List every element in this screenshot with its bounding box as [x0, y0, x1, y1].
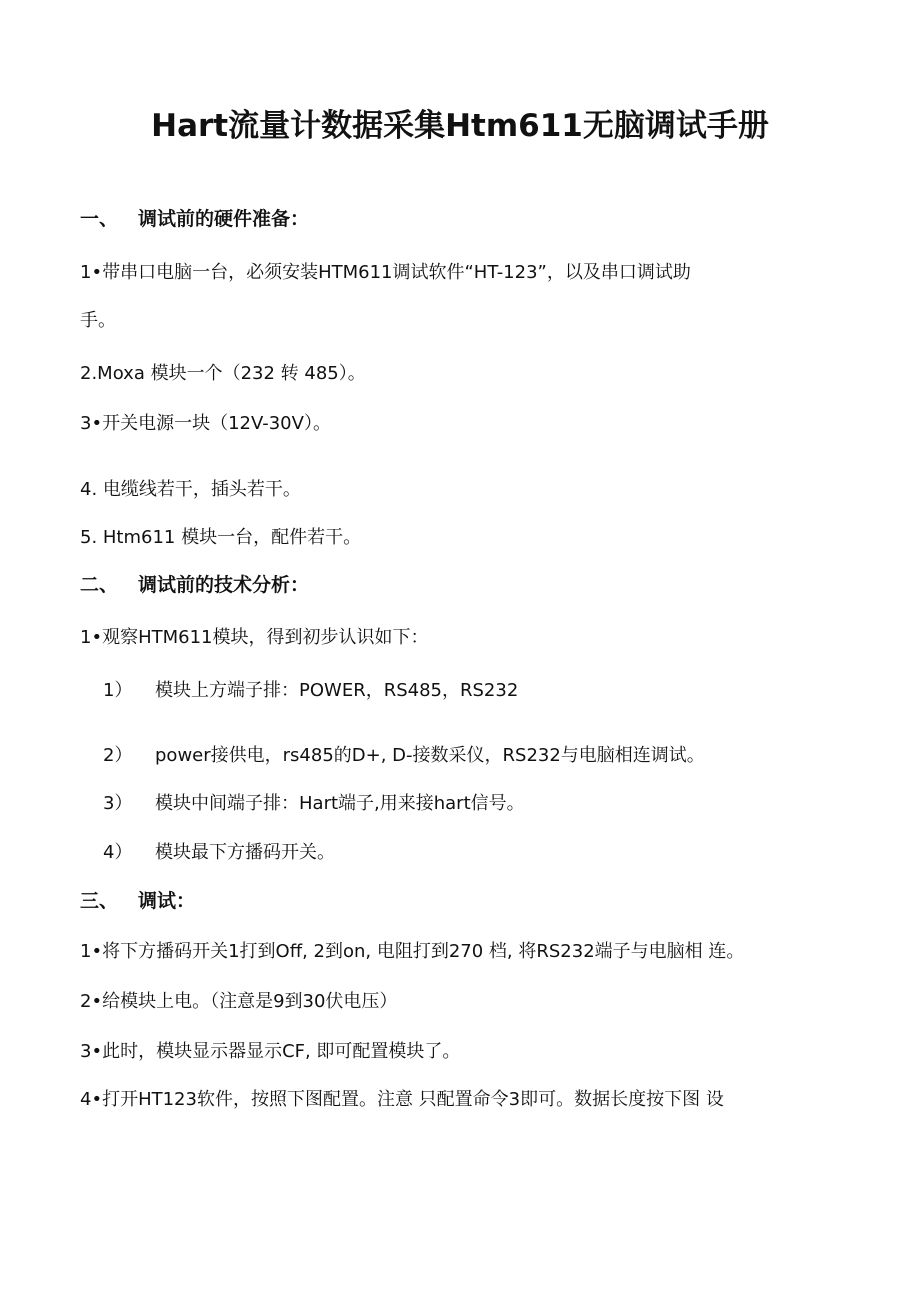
section-title-3: 调试： [138, 890, 196, 912]
list-item-4 [103, 838, 335, 868]
paragraph-1-1-cont: 手。 [80, 310, 116, 331]
list-item-3 [103, 789, 525, 819]
list-item-1 [103, 676, 518, 706]
paragraph-3-3: 3•此时，模块显示器显示CF, 即可配置模块了。 [80, 1041, 461, 1062]
list-item-number: 2） [103, 745, 133, 766]
list-item-text: 模块中间端子排：Hart端子,用来接hart信号。 [155, 793, 525, 814]
list-item-2 [103, 741, 705, 771]
document-title: Hart流量计数据采集Htm611无脑调试手册 [151, 108, 769, 144]
paragraph-1-5: 5. Htm611 模块一台，配件若干。 [80, 527, 362, 548]
paragraph-3-1: 1•将下方播码开关1打到Off, 2到on, 电阻打到270 档, 将RS232端子与电脑相 连。 [80, 941, 745, 962]
paragraph-2-intro: 1•观察HTM611模块，得到初步认识如下： [80, 627, 429, 648]
paragraph-1-3: 3•开关电源一块（12V-30V）。 [80, 413, 331, 434]
paragraph-1-2: 2.Moxa 模块一个（232 转 485）。 [80, 363, 366, 384]
section-heading-3 [80, 886, 195, 916]
paragraph-1-4: 4. 电缆线若干，插头若干。 [80, 479, 301, 500]
section-number-1: 一、 [80, 208, 119, 230]
section-title-1: 调试前的硬件准备： [138, 208, 310, 230]
list-item-text: 模块最下方播码开关。 [155, 842, 335, 863]
section-heading-2 [80, 570, 309, 600]
section-title-2: 调试前的技术分析： [138, 574, 310, 596]
list-item-text: power接供电，rs485的D+, D-接数采仪，RS232与电脑相连调试。 [155, 745, 705, 766]
paragraph-1-1: 1•带串口电脑一台，必须安装HTM611调试软件“HT-123”，以及串口调试助 [80, 262, 691, 283]
paragraph-3-4: 4•打开HT123软件，按照下图配置。注意 只配置命令3即可。数据长度按下图 设 [80, 1089, 724, 1110]
list-item-number: 4） [103, 842, 133, 863]
list-item-text: 模块上方端子排：POWER，RS485，RS232 [155, 680, 519, 701]
section-heading-1 [80, 204, 309, 234]
section-number-2: 二、 [80, 574, 119, 596]
paragraph-3-2: 2•给模块上电。（注意是9到30伏电压） [80, 991, 398, 1012]
list-item-number: 1） [103, 680, 133, 701]
section-number-3: 三、 [80, 890, 119, 912]
list-item-number: 3） [103, 793, 133, 814]
